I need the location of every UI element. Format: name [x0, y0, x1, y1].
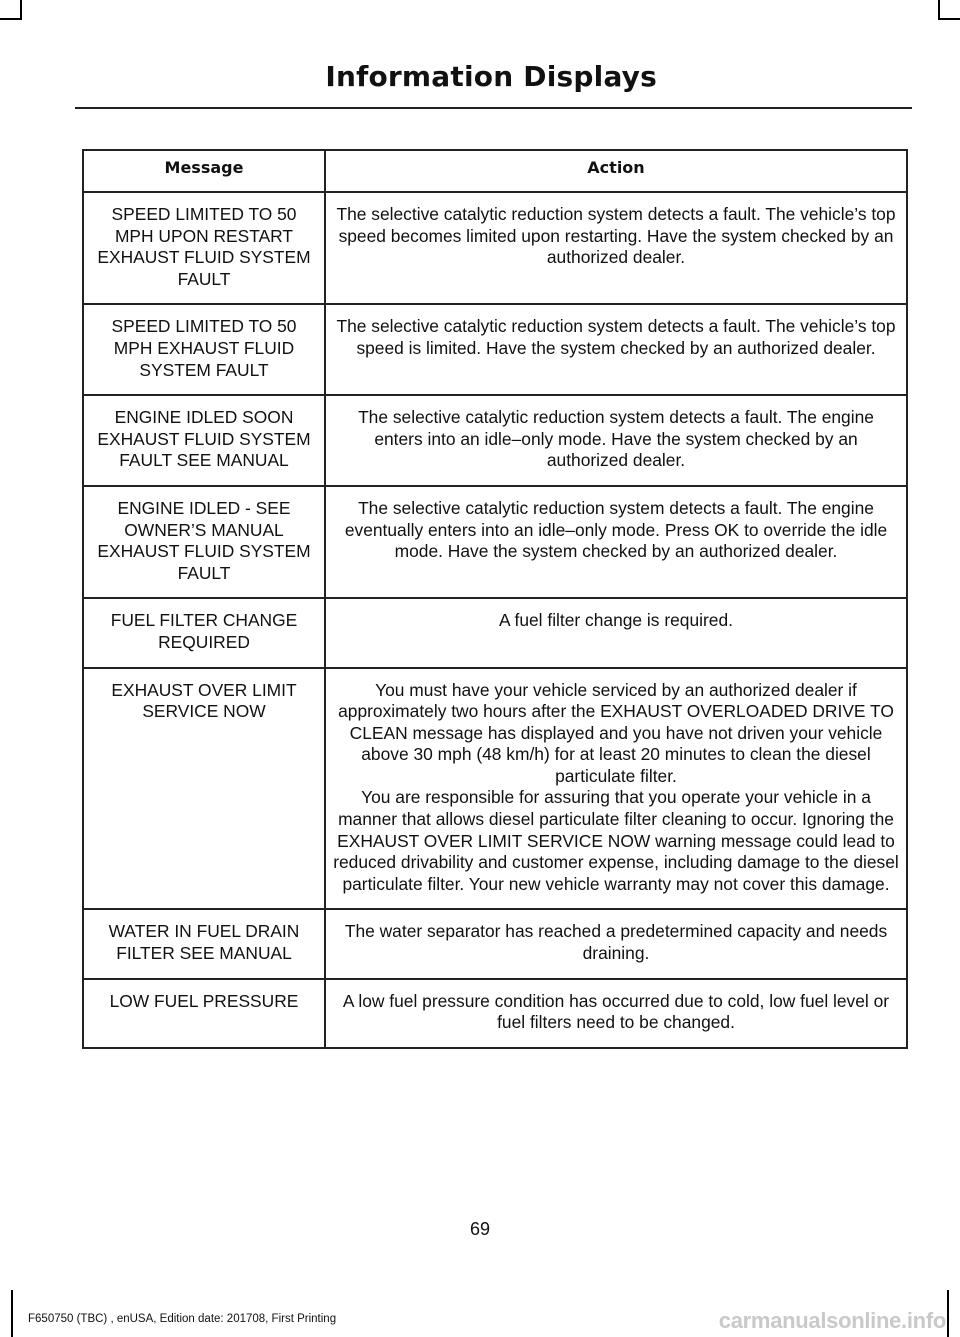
- action-cell: [325, 598, 907, 667]
- action-cell: [325, 395, 907, 486]
- action-text: The selective catalytic reduction system detects a fault. The vehicle’s top speed is limited. Have the system checked by an authorized dealer.: [336, 316, 896, 358]
- action-cell: [325, 192, 907, 304]
- action-cell: [325, 909, 907, 978]
- action-text: A low fuel pressure condition has occurred due to cold, low fuel level or fuel filters need to be changed.: [342, 990, 890, 1033]
- action-cell: [325, 304, 907, 395]
- action-text: You must have your vehicle serviced by an authorized dealer if approximately two hours after the EXHAUST OVERLOADED DRIVE TO CLEAN message has displayed and you have not driven your vehicle above 30 mph (48 km/h) for at least 20 minutes to clean the diesel particulate filter.: [338, 679, 894, 786]
- table-row: [83, 304, 907, 395]
- crop-mark: [940, 18, 960, 20]
- crop-mark: [938, 0, 940, 20]
- column-header-action: Action: [325, 150, 907, 192]
- action-text: The selective catalytic reduction system detects a fault. The vehicle’s top speed becomes limited upon restarting. Have the system checked by an authorized dealer.: [336, 204, 896, 268]
- table-row: [83, 395, 907, 486]
- message-cell: LOW FUEL PRESSURE: [83, 979, 325, 1048]
- crop-mark: [20, 0, 22, 20]
- table-row: [83, 598, 907, 667]
- table-row: [83, 486, 907, 598]
- action-cell: [325, 486, 907, 598]
- action-cell: [325, 668, 907, 910]
- action-text: A fuel filter change is required.: [499, 610, 733, 631]
- crop-mark: [11, 1290, 13, 1337]
- message-table: [82, 149, 908, 1049]
- action-cell: [325, 979, 907, 1048]
- edition-footer: F650750 (TBC) , enUSA, Edition date: 201708, First Printing: [28, 1313, 337, 1325]
- column-header-message: Message: [83, 150, 325, 192]
- message-cell: ENGINE IDLED SOON EXHAUST FLUID SYSTEM FAULT SEE MANUAL: [83, 395, 325, 486]
- crop-mark: [0, 18, 20, 20]
- table-row: [83, 192, 907, 304]
- message-cell: WATER IN FUEL DRAIN FILTER SEE MANUAL: [83, 909, 325, 978]
- title-divider: [75, 107, 912, 109]
- message-cell: SPEED LIMITED TO 50 MPH UPON RESTART EXHAUST FLUID SYSTEM FAULT: [83, 192, 325, 304]
- action-text: The water separator has reached a predetermined capacity and needs draining.: [344, 921, 888, 964]
- message-cell: EXHAUST OVER LIMIT SERVICE NOW: [83, 668, 325, 910]
- page-title: Information Displays: [325, 60, 657, 93]
- action-text: You are responsible for assuring that you operate your vehicle in a manner that allows diesel particulate filter cleaning to occur. Ignoring the EXHAUST OVER LIMIT SERVICE NOW warning message could lead to reduced drivability and customer expense, including damage to the diesel particulate filter. Your new vehicle warranty may not cover this damage.: [333, 787, 899, 894]
- table-row: [83, 909, 907, 978]
- page-number: 69: [469, 1219, 491, 1239]
- table-header-row: [83, 150, 907, 192]
- action-text: The selective catalytic reduction system detects a fault. The engine enters into an idle–only mode. Have the system checked by an authorized dealer.: [358, 407, 874, 471]
- table-row: [83, 979, 907, 1048]
- message-cell: FUEL FILTER CHANGE REQUIRED: [83, 598, 325, 667]
- action-text: The selective catalytic reduction system detects a fault. The engine eventually enters into an idle–only mode. Press OK to override the idle mode. Have the system checked by an authorized dealer.: [344, 497, 888, 562]
- crop-mark: [947, 1290, 949, 1337]
- message-cell: SPEED LIMITED TO 50 MPH EXHAUST FLUID SYSTEM FAULT: [83, 304, 325, 395]
- watermark: carmanualsonline.info: [718, 1308, 946, 1333]
- table-row: [83, 668, 907, 910]
- message-cell: ENGINE IDLED - SEE OWNER’S MANUAL EXHAUST FLUID SYSTEM FAULT: [83, 486, 325, 598]
